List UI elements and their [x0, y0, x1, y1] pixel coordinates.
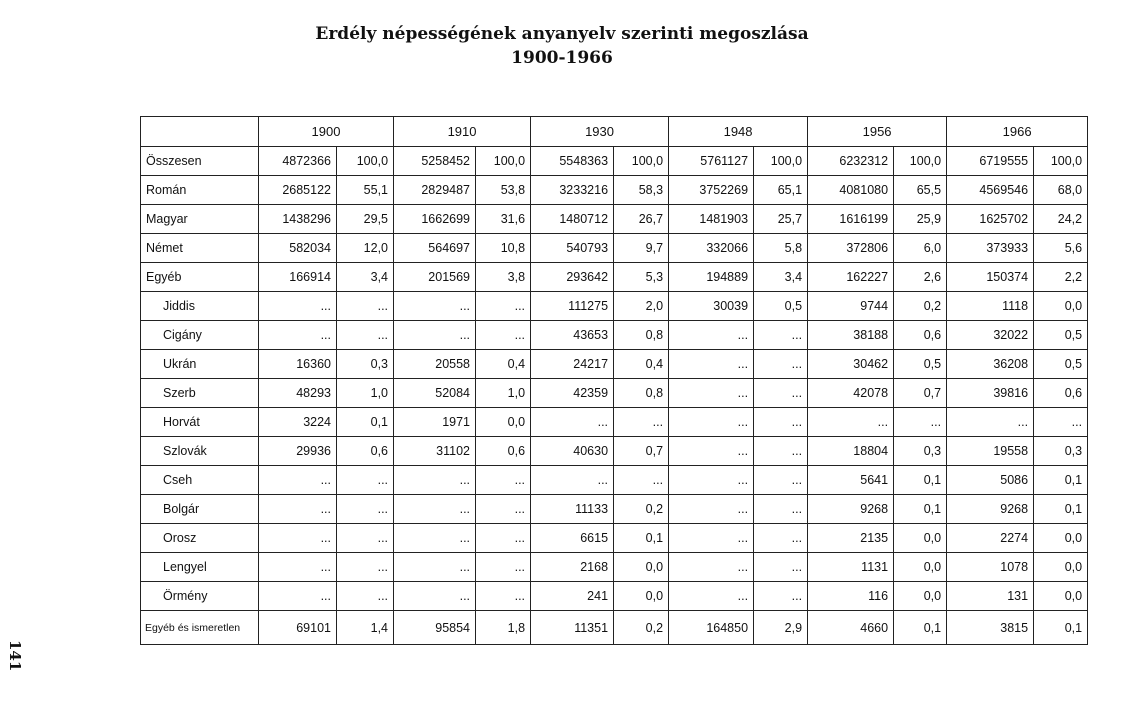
table-title — [0, 22, 1124, 70]
count-cell: ... — [669, 553, 754, 582]
count-cell: 9268 — [947, 495, 1034, 524]
table-row — [141, 553, 1088, 582]
row-label: Szerb — [141, 379, 259, 408]
percent-cell: 0,7 — [614, 437, 669, 466]
percent-cell: 65,1 — [754, 176, 808, 205]
percent-cell: 0,8 — [614, 321, 669, 350]
table-row — [141, 350, 1088, 379]
row-label: Magyar — [141, 205, 259, 234]
count-cell: 6615 — [531, 524, 614, 553]
count-cell: 1118 — [947, 292, 1034, 321]
percent-cell: 0,1 — [1034, 466, 1088, 495]
count-cell: 332066 — [669, 234, 754, 263]
count-cell: ... — [947, 408, 1034, 437]
percent-cell: 0,5 — [1034, 350, 1088, 379]
percent-cell: ... — [754, 350, 808, 379]
percent-cell: 1,0 — [337, 379, 394, 408]
percent-cell: 0,0 — [1034, 292, 1088, 321]
percent-cell: 0,5 — [754, 292, 808, 321]
count-cell: ... — [669, 321, 754, 350]
percent-cell: 0,1 — [894, 611, 947, 645]
year-header: 1966 — [947, 117, 1088, 147]
count-cell: 5548363 — [531, 147, 614, 176]
count-cell: 3233216 — [531, 176, 614, 205]
count-cell: 39816 — [947, 379, 1034, 408]
count-cell: 4569546 — [947, 176, 1034, 205]
count-cell: 1078 — [947, 553, 1034, 582]
table-row — [141, 234, 1088, 263]
count-cell: 4660 — [808, 611, 894, 645]
percent-cell: 0,1 — [337, 408, 394, 437]
percent-cell: ... — [754, 379, 808, 408]
percent-cell: 3,4 — [754, 263, 808, 292]
percent-cell: 24,2 — [1034, 205, 1088, 234]
percent-cell: ... — [754, 524, 808, 553]
percent-cell: ... — [754, 495, 808, 524]
percent-cell: ... — [476, 466, 531, 495]
count-cell: 4081080 — [808, 176, 894, 205]
count-cell: ... — [394, 321, 476, 350]
count-cell: 131 — [947, 582, 1034, 611]
percent-cell: 12,0 — [337, 234, 394, 263]
percent-cell: 0,0 — [1034, 553, 1088, 582]
count-cell: 1438296 — [259, 205, 337, 234]
count-cell: 38188 — [808, 321, 894, 350]
percent-cell: 0,3 — [1034, 437, 1088, 466]
percent-cell: 0,6 — [337, 437, 394, 466]
count-cell: 9744 — [808, 292, 894, 321]
table-row — [141, 205, 1088, 234]
count-cell: ... — [394, 466, 476, 495]
percent-cell: ... — [476, 292, 531, 321]
count-cell: 150374 — [947, 263, 1034, 292]
count-cell: 166914 — [259, 263, 337, 292]
count-cell: 2135 — [808, 524, 894, 553]
count-cell: 3224 — [259, 408, 337, 437]
percent-cell: ... — [337, 495, 394, 524]
row-label: Cseh — [141, 466, 259, 495]
count-cell: ... — [669, 408, 754, 437]
percent-cell: 2,2 — [1034, 263, 1088, 292]
table-row — [141, 437, 1088, 466]
percent-cell: 10,8 — [476, 234, 531, 263]
percent-cell: 25,9 — [894, 205, 947, 234]
row-label: Örmény — [141, 582, 259, 611]
percent-cell: 26,7 — [614, 205, 669, 234]
percent-cell: ... — [754, 408, 808, 437]
percent-cell: 0,3 — [894, 437, 947, 466]
year-header: 1930 — [531, 117, 669, 147]
percent-cell: 6,0 — [894, 234, 947, 263]
percent-cell: 0,0 — [894, 524, 947, 553]
count-cell: 48293 — [259, 379, 337, 408]
count-cell: 42078 — [808, 379, 894, 408]
count-cell: 116 — [808, 582, 894, 611]
count-cell: 111275 — [531, 292, 614, 321]
count-cell: 2168 — [531, 553, 614, 582]
corner-cell — [141, 117, 259, 147]
percent-cell: 0,0 — [614, 582, 669, 611]
percent-cell: 100,0 — [1034, 147, 1088, 176]
percent-cell: 25,7 — [754, 205, 808, 234]
percent-cell: ... — [337, 466, 394, 495]
count-cell: ... — [394, 524, 476, 553]
row-label: Román — [141, 176, 259, 205]
count-cell: 194889 — [669, 263, 754, 292]
percent-cell: 68,0 — [1034, 176, 1088, 205]
percent-cell: ... — [754, 437, 808, 466]
percent-cell: 0,1 — [614, 524, 669, 553]
percent-cell: 9,7 — [614, 234, 669, 263]
count-cell: ... — [531, 466, 614, 495]
count-cell: 6719555 — [947, 147, 1034, 176]
percent-cell: 0,2 — [614, 495, 669, 524]
title-line-1: Erdély népességének anyanyelv szerinti megoszlása — [315, 24, 809, 44]
count-cell: 6232312 — [808, 147, 894, 176]
percent-cell: ... — [337, 524, 394, 553]
percent-cell: 0,6 — [476, 437, 531, 466]
count-cell: ... — [259, 321, 337, 350]
count-cell: ... — [394, 495, 476, 524]
percent-cell: 65,5 — [894, 176, 947, 205]
percent-cell: ... — [614, 408, 669, 437]
row-label: Egyéb — [141, 263, 259, 292]
count-cell: 16360 — [259, 350, 337, 379]
count-cell: ... — [394, 582, 476, 611]
year-header: 1900 — [259, 117, 394, 147]
count-cell: 40630 — [531, 437, 614, 466]
percent-cell: ... — [894, 408, 947, 437]
table-row — [141, 466, 1088, 495]
year-header: 1948 — [669, 117, 808, 147]
count-cell: 30462 — [808, 350, 894, 379]
percent-cell: ... — [1034, 408, 1088, 437]
percent-cell: 0,0 — [1034, 524, 1088, 553]
count-cell: 564697 — [394, 234, 476, 263]
count-cell: 241 — [531, 582, 614, 611]
table-row — [141, 524, 1088, 553]
percent-cell: 0,1 — [894, 466, 947, 495]
table-row — [141, 176, 1088, 205]
percent-cell: 3,4 — [337, 263, 394, 292]
percent-cell: 0,1 — [1034, 495, 1088, 524]
count-cell: 9268 — [808, 495, 894, 524]
percent-cell: 0,6 — [894, 321, 947, 350]
row-label: Német — [141, 234, 259, 263]
count-cell: ... — [669, 466, 754, 495]
count-cell: ... — [808, 408, 894, 437]
percent-cell: 1,8 — [476, 611, 531, 645]
percent-cell: 1,0 — [476, 379, 531, 408]
count-cell: ... — [669, 582, 754, 611]
row-label: Orosz — [141, 524, 259, 553]
count-cell: 3815 — [947, 611, 1034, 645]
percent-cell: 0,0 — [1034, 582, 1088, 611]
count-cell: 540793 — [531, 234, 614, 263]
count-cell: ... — [259, 292, 337, 321]
count-cell: 32022 — [947, 321, 1034, 350]
count-cell: 29936 — [259, 437, 337, 466]
table-row — [141, 147, 1088, 176]
table-row — [141, 408, 1088, 437]
count-cell: ... — [259, 582, 337, 611]
count-cell: 52084 — [394, 379, 476, 408]
count-cell: 43653 — [531, 321, 614, 350]
count-cell: 31102 — [394, 437, 476, 466]
percent-cell: ... — [476, 582, 531, 611]
percent-cell: 0,6 — [1034, 379, 1088, 408]
percent-cell: 2,6 — [894, 263, 947, 292]
table-row — [141, 611, 1088, 645]
row-label: Bolgár — [141, 495, 259, 524]
count-cell: 24217 — [531, 350, 614, 379]
percent-cell: 1,4 — [337, 611, 394, 645]
count-cell: ... — [259, 524, 337, 553]
count-cell: 30039 — [669, 292, 754, 321]
table-row — [141, 379, 1088, 408]
count-cell: 5258452 — [394, 147, 476, 176]
row-label: Lengyel — [141, 553, 259, 582]
count-cell: ... — [669, 437, 754, 466]
count-cell: 373933 — [947, 234, 1034, 263]
count-cell: 1662699 — [394, 205, 476, 234]
title-line-2: 1900-1966 — [511, 48, 613, 68]
percent-cell: ... — [476, 321, 531, 350]
percent-cell: 100,0 — [754, 147, 808, 176]
count-cell: ... — [669, 524, 754, 553]
percent-cell: 0,5 — [894, 350, 947, 379]
count-cell: 69101 — [259, 611, 337, 645]
count-cell: 4872366 — [259, 147, 337, 176]
percent-cell: 0,2 — [614, 611, 669, 645]
count-cell: 1616199 — [808, 205, 894, 234]
row-label: Egyéb és ismeretlen — [141, 611, 259, 645]
count-cell: 11133 — [531, 495, 614, 524]
population-table — [140, 116, 1088, 645]
percent-cell: ... — [476, 553, 531, 582]
count-cell: 5641 — [808, 466, 894, 495]
percent-cell: 0,0 — [894, 582, 947, 611]
count-cell: 2829487 — [394, 176, 476, 205]
count-cell: ... — [669, 495, 754, 524]
count-cell: 18804 — [808, 437, 894, 466]
row-label: Szlovák — [141, 437, 259, 466]
percent-cell: 31,6 — [476, 205, 531, 234]
percent-cell: 2,9 — [754, 611, 808, 645]
count-cell: 2274 — [947, 524, 1034, 553]
percent-cell: ... — [337, 292, 394, 321]
count-cell: ... — [669, 379, 754, 408]
percent-cell: 0,2 — [894, 292, 947, 321]
count-cell: 582034 — [259, 234, 337, 263]
percent-cell: 5,3 — [614, 263, 669, 292]
table-body — [141, 147, 1088, 645]
percent-cell: 0,0 — [894, 553, 947, 582]
count-cell: 11351 — [531, 611, 614, 645]
percent-cell: 55,1 — [337, 176, 394, 205]
percent-cell: ... — [476, 495, 531, 524]
count-cell: 42359 — [531, 379, 614, 408]
percent-cell: 5,8 — [754, 234, 808, 263]
count-cell: 36208 — [947, 350, 1034, 379]
percent-cell: 100,0 — [614, 147, 669, 176]
count-cell: 1480712 — [531, 205, 614, 234]
percent-cell: 0,4 — [476, 350, 531, 379]
percent-cell: ... — [754, 321, 808, 350]
percent-cell: 29,5 — [337, 205, 394, 234]
percent-cell: ... — [754, 553, 808, 582]
percent-cell: ... — [754, 582, 808, 611]
count-cell: ... — [259, 495, 337, 524]
percent-cell: ... — [337, 553, 394, 582]
count-cell: 19558 — [947, 437, 1034, 466]
table-row — [141, 321, 1088, 350]
percent-cell: 0,4 — [614, 350, 669, 379]
count-cell: 162227 — [808, 263, 894, 292]
row-label: Összesen — [141, 147, 259, 176]
row-label: Ukrán — [141, 350, 259, 379]
count-cell: 1131 — [808, 553, 894, 582]
count-cell: ... — [531, 408, 614, 437]
table-row — [141, 292, 1088, 321]
table-row — [141, 263, 1088, 292]
count-cell: 5086 — [947, 466, 1034, 495]
count-cell: 3752269 — [669, 176, 754, 205]
count-cell: 201569 — [394, 263, 476, 292]
year-header: 1956 — [808, 117, 947, 147]
table-row — [141, 495, 1088, 524]
percent-cell: 100,0 — [894, 147, 947, 176]
percent-cell: 58,3 — [614, 176, 669, 205]
percent-cell: 0,1 — [1034, 611, 1088, 645]
row-label: Horvát — [141, 408, 259, 437]
percent-cell: 2,0 — [614, 292, 669, 321]
count-cell: ... — [669, 350, 754, 379]
row-label: Cigány — [141, 321, 259, 350]
percent-cell: 100,0 — [476, 147, 531, 176]
percent-cell: 0,0 — [614, 553, 669, 582]
year-header: 1910 — [394, 117, 531, 147]
count-cell: 20558 — [394, 350, 476, 379]
count-cell: ... — [259, 466, 337, 495]
percent-cell: 0,3 — [337, 350, 394, 379]
percent-cell: 100,0 — [337, 147, 394, 176]
count-cell: 1481903 — [669, 205, 754, 234]
percent-cell: ... — [337, 582, 394, 611]
percent-cell: 0,5 — [1034, 321, 1088, 350]
count-cell: 5761127 — [669, 147, 754, 176]
count-cell: ... — [394, 553, 476, 582]
percent-cell: 0,1 — [894, 495, 947, 524]
percent-cell: ... — [754, 466, 808, 495]
percent-cell: 0,0 — [476, 408, 531, 437]
count-cell: ... — [259, 553, 337, 582]
row-label: Jiddis — [141, 292, 259, 321]
count-cell: 2685122 — [259, 176, 337, 205]
count-cell: 372806 — [808, 234, 894, 263]
table-row — [141, 582, 1088, 611]
count-cell: ... — [394, 292, 476, 321]
percent-cell: 0,8 — [614, 379, 669, 408]
percent-cell: ... — [337, 321, 394, 350]
percent-cell: ... — [614, 466, 669, 495]
count-cell: 164850 — [669, 611, 754, 645]
count-cell: 95854 — [394, 611, 476, 645]
percent-cell: 53,8 — [476, 176, 531, 205]
count-cell: 1625702 — [947, 205, 1034, 234]
year-header-row — [141, 117, 1088, 147]
percent-cell: 3,8 — [476, 263, 531, 292]
count-cell: 1971 — [394, 408, 476, 437]
count-cell: 293642 — [531, 263, 614, 292]
percent-cell: 5,6 — [1034, 234, 1088, 263]
page-number: 141 — [6, 640, 24, 672]
percent-cell: ... — [476, 524, 531, 553]
percent-cell: 0,7 — [894, 379, 947, 408]
